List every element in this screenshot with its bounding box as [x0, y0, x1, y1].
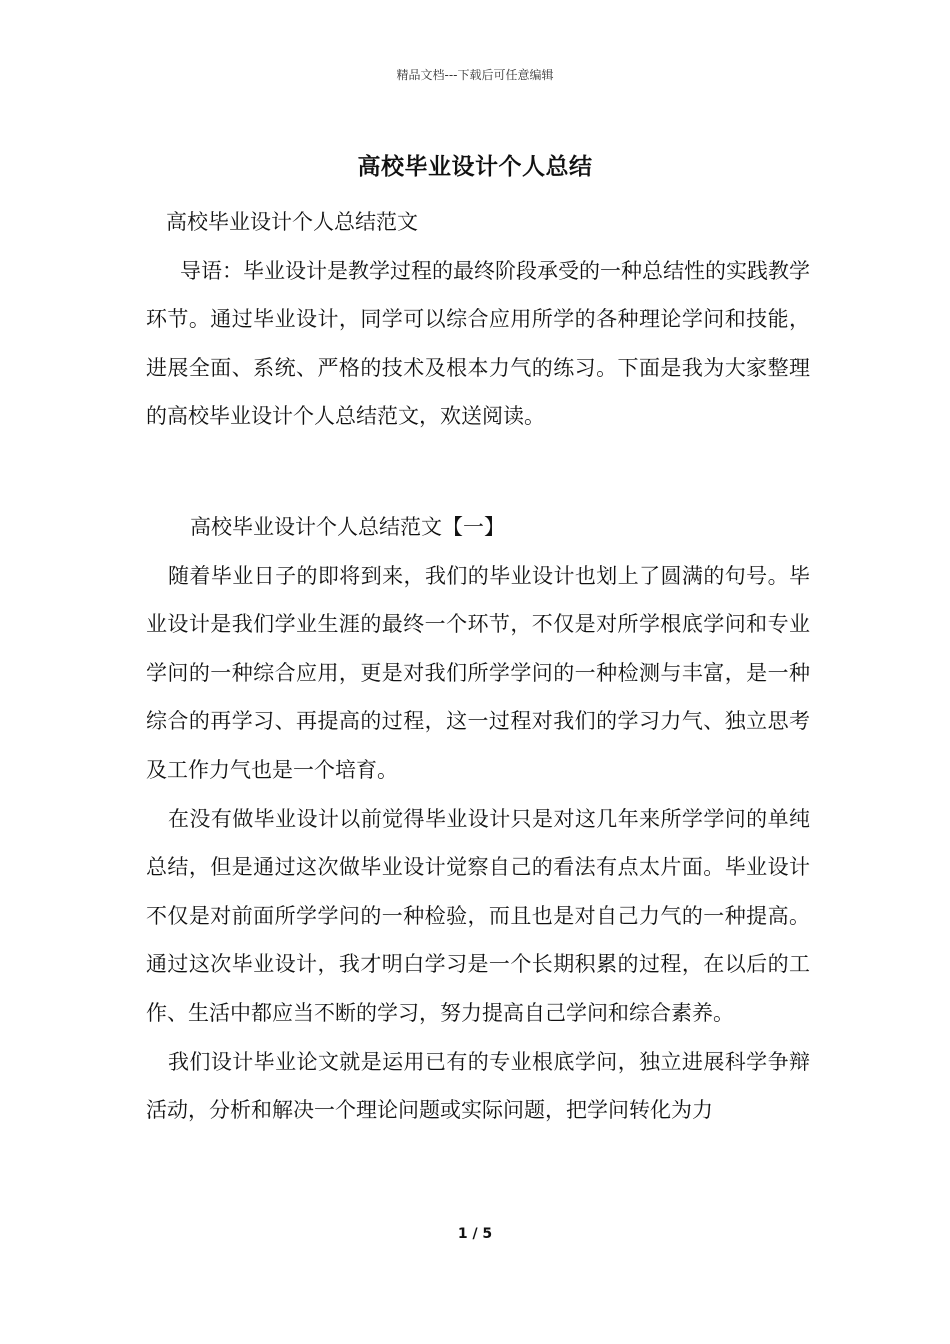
- body-paragraph-3: 我们设计毕业论文就是运用已有的专业根底学问，独立进展科学争辩活动，分析和解决一个理论问题或实际问题，把学问转化为力: [146, 1049, 810, 1123]
- header-note: 精品文档---下载后可任意编辑: [396, 68, 554, 82]
- document-title: 高校毕业设计个人总结: [357, 153, 593, 180]
- section-heading: 高校毕业设计个人总结范文【一】: [190, 514, 505, 539]
- intro-paragraph: 导语：毕业设计是教学过程的最终阶段承受的一种总结性的实践教学环节。通过毕业设计，同学可以综合应用所学的各种理论学问和技能，进展全面、系统、严格的技术及根本力气的练习。下面是我为大家整理的高校毕业设计个人总结范文，欢送阅读。: [146, 258, 810, 429]
- page-number: 1 / 5: [457, 1226, 493, 1242]
- document-subtitle: 高校毕业设计个人总结范文: [166, 210, 418, 234]
- document-body: [146, 198, 810, 1135]
- body-paragraph-2: 在没有做毕业设计以前觉得毕业设计只是对这几年来所学学问的单纯总结，但是通过这次做毕业设计觉察自己的看法有点太片面。毕业设计不仅是对前面所学学问的一种检验，而且也是对自己力气的一种提高。通过这次毕业设计，我才明白学习是一个长期积累的过程，在以后的工作、生活中都应当不断的学习，努力提高自己学问和综合素养。: [146, 806, 810, 1025]
- blank-line: [146, 441, 810, 489]
- body-paragraph-1: 随着毕业日子的即将到来，我们的毕业设计也划上了圆满的句号。毕业设计是我们学业生涯的最终一个环节，不仅是对所学根底学问和专业学问的一种综合应用，更是对我们所学学问的一种检测与丰富，是一种综合的再学习、再提高的过程，这一过程对我们的学习力气、独立思考及工作力气也是一个培育。: [146, 563, 810, 782]
